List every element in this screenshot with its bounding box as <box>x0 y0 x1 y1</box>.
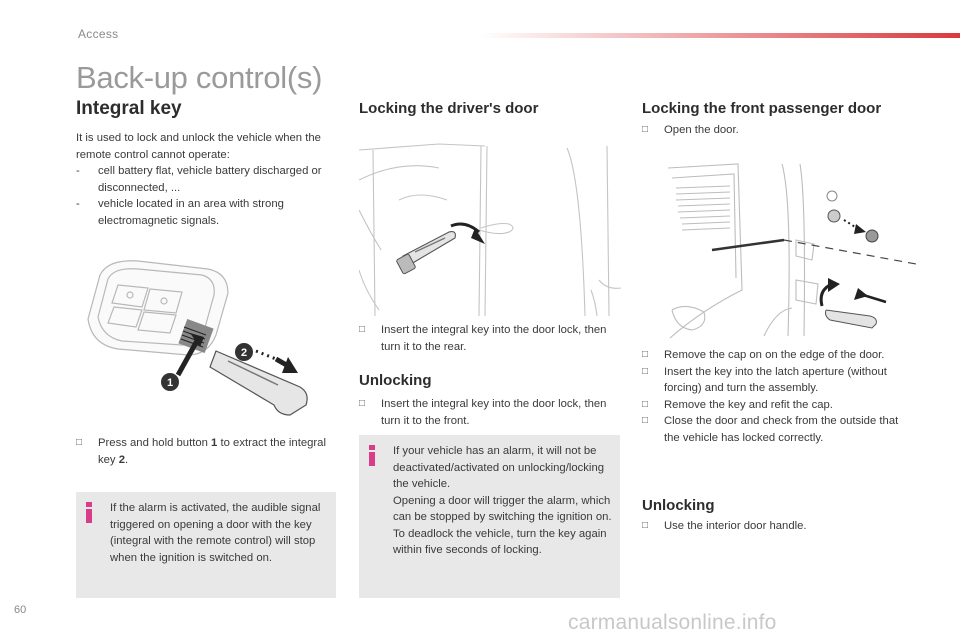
step-text: Remove the key and refit the cap. <box>664 398 833 411</box>
list-item <box>642 397 904 414</box>
passenger-unlock-step <box>642 518 902 535</box>
check-box-bullet-icon: □ <box>642 398 649 410</box>
list-item <box>76 163 338 196</box>
check-box-bullet-icon: □ <box>642 349 649 360</box>
intro-text: It is used to lock and unlock the vehicle when the remote control cannot operate: <box>76 132 321 161</box>
key-fob-illustration <box>78 255 336 420</box>
check-box-bullet-icon: □ <box>76 437 83 448</box>
instruction-text: Use the interior door handle. <box>664 520 807 532</box>
instruction-text: Insert the integral key into the door lock, then turn it to the rear. <box>381 324 607 353</box>
integral-key-intro <box>76 130 338 229</box>
check-box-bullet-icon: □ <box>642 415 649 426</box>
instruction-text: Press and hold button 1 to extract the integral key 2. <box>98 437 326 466</box>
page-number: 60 <box>14 604 27 616</box>
drivers-door-lock-illustration <box>359 140 621 318</box>
heading-locking-front-passenger-door: Locking the front passenger door <box>642 100 882 117</box>
step-text: Insert the key into the latch aperture (without forcing) and turn the assembly. <box>664 365 887 394</box>
list-item <box>76 196 338 229</box>
check-box-bullet-icon: □ <box>642 520 649 531</box>
heading-unlocking-driver: Unlocking <box>359 372 432 389</box>
info-box-alarm-note <box>359 435 620 598</box>
watermark: carmanualsonline.info <box>568 611 777 634</box>
step-text: Remove the cap on on the edge of the door. <box>664 349 885 361</box>
list-item <box>642 364 904 397</box>
page-title: Back-up control(s) <box>76 60 323 95</box>
check-box-bullet-icon: □ <box>642 124 649 135</box>
dash-item-text: cell battery flat, vehicle battery discharged or disconnected, ... <box>98 165 322 194</box>
dash-item-text: vehicle located in an area with strong electromagnetic signals. <box>98 198 284 227</box>
info-box-text: If your vehicle has an alarm, it will not be deactivated/activated on unlocking/locking the vehicle. Opening a door will trigger the alarm, which can be stopped by switching the ignition on. To deadlock the vehicle, turn the key again within five seconds of locking. <box>393 445 612 556</box>
step-text: Close the door and check from the outside that the vehicle has locked correctly. <box>664 415 899 444</box>
list-item <box>642 413 904 446</box>
open-door-step <box>642 122 902 139</box>
passenger-door-latch-illustration <box>642 160 918 342</box>
check-box-bullet-icon: □ <box>359 324 366 335</box>
list-item <box>642 347 904 364</box>
callout-1: 1 <box>166 377 174 389</box>
section-label: Access <box>78 27 119 41</box>
dash-marker: - <box>76 198 80 210</box>
header-accent-bar <box>480 33 960 38</box>
instruction-text: Insert the integral key into the door lock, then turn it to the front. <box>381 398 607 427</box>
press-button-instruction <box>76 435 338 468</box>
dash-marker: - <box>76 165 80 177</box>
unlock-instruction <box>359 396 609 429</box>
info-box-text: If the alarm is activated, the audible signal triggered on opening a door with the key (integral with the remote control) will stop when the ignition is switched on. <box>110 502 321 564</box>
instruction-text: Open the door. <box>664 124 739 136</box>
heading-integral-key: Integral key <box>76 98 182 119</box>
callout-2: 2 <box>240 347 248 359</box>
info-icon <box>369 445 375 466</box>
check-box-bullet-icon: □ <box>642 365 649 377</box>
passenger-door-steps <box>642 347 904 446</box>
heading-unlocking-passenger: Unlocking <box>642 497 715 514</box>
heading-locking-drivers-door: Locking the driver's door <box>359 100 539 117</box>
info-box-alarm-signal <box>76 492 336 598</box>
check-box-bullet-icon: □ <box>359 398 366 409</box>
lock-instruction <box>359 322 609 355</box>
info-icon <box>86 502 92 523</box>
